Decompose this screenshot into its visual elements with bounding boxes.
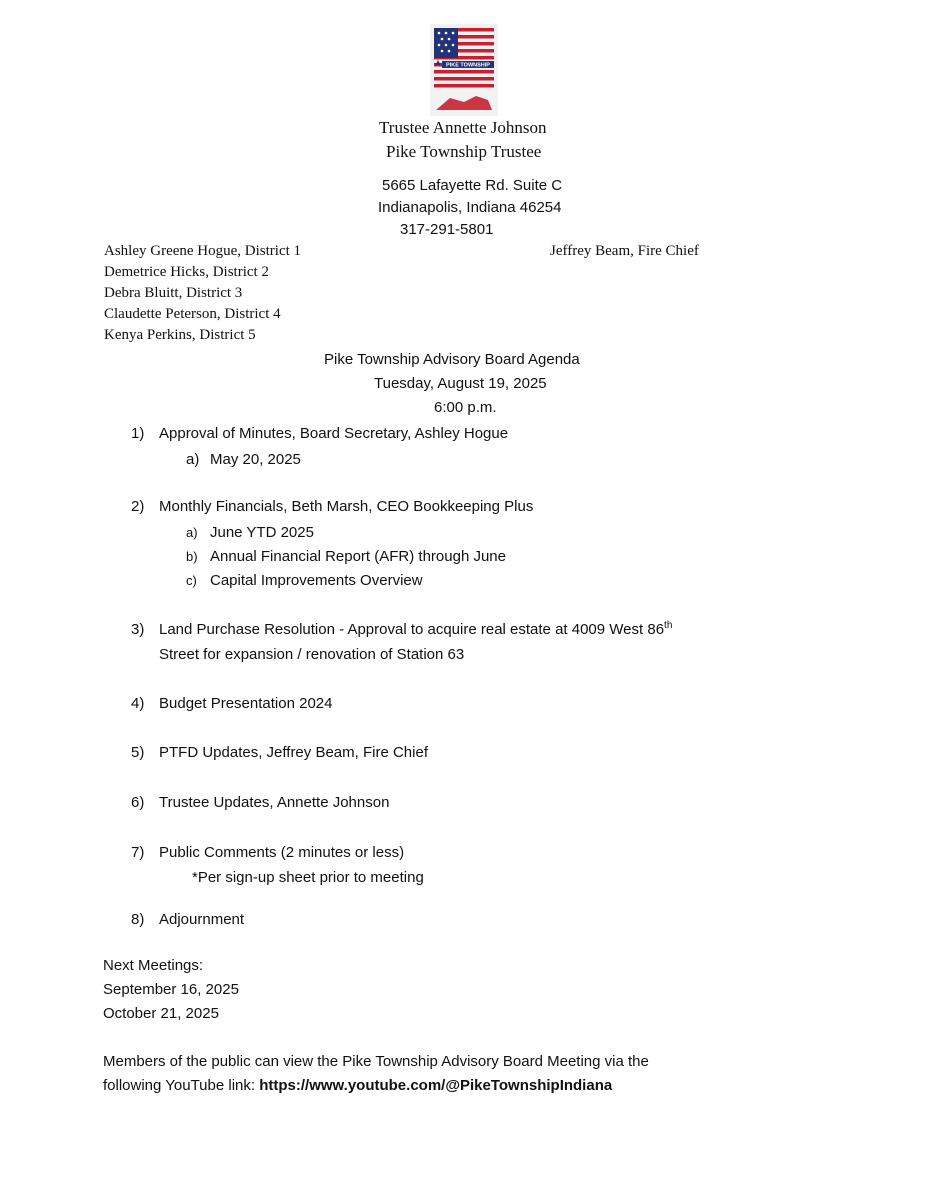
indiana-flag-logo-icon — [430, 24, 498, 116]
item-text: Trustee Updates, Annette Johnson — [159, 794, 390, 811]
footer-line-2 — [103, 1077, 612, 1094]
sub-letter: b) — [186, 549, 198, 564]
next-meeting-1: September 16, 2025 — [103, 981, 239, 998]
agenda-item-2b — [186, 548, 506, 565]
agenda-item-3 — [131, 621, 672, 638]
agenda-date: Tuesday, August 19, 2025 — [374, 375, 547, 392]
sub-text: Capital Improvements Overview — [210, 572, 423, 589]
item-number: 6) — [131, 794, 145, 811]
item-text: Approval of Minutes, Board Secretary, Ashley Hogue — [159, 425, 509, 442]
agenda-item-7 — [131, 844, 404, 861]
item-number: 3) — [131, 621, 145, 638]
item-number: 4) — [131, 695, 145, 712]
next-meeting-2: October 21, 2025 — [103, 1005, 219, 1022]
agenda-item-2 — [131, 498, 533, 515]
agenda-item-1a — [186, 451, 301, 468]
agenda-item-3-cont: Street for expansion / renovation of Station 63 — [159, 646, 465, 663]
board-member-5: Kenya Perkins, District 5 — [104, 327, 256, 343]
item-text: Budget Presentation 2024 — [159, 695, 333, 712]
logo-text: PIKE TOWNSHIP — [446, 62, 490, 69]
sub-letter: c) — [186, 573, 197, 588]
board-member-1: Ashley Greene Hogue, District 1 — [104, 243, 302, 259]
item-number: 5) — [131, 744, 145, 761]
footer-line-1: Members of the public can view the Pike Township Advisory Board Meeting via the — [103, 1053, 649, 1070]
agenda-item-6 — [131, 794, 389, 811]
footer-prefix: following YouTube link: — [103, 1077, 260, 1094]
item-number: 1) — [131, 425, 145, 442]
sub-letter: a) — [186, 451, 200, 468]
agenda-item-2c — [186, 572, 423, 589]
item-number: 2) — [131, 498, 145, 515]
agenda-item-7-note: *Per sign-up sheet prior to meeting — [192, 869, 424, 886]
agenda-time: 6:00 p.m. — [434, 399, 497, 416]
trustee-title: Pike Township Trustee — [386, 142, 542, 161]
youtube-link[interactable]: https://www.youtube.com/@PikeTownshipIndiana — [259, 1077, 613, 1094]
sub-text: Annual Financial Report (AFR) through June — [210, 548, 506, 565]
flag-stripe — [434, 77, 494, 81]
item-number: 8) — [131, 911, 145, 928]
address-line-1: 5665 Lafayette Rd. Suite C — [382, 177, 563, 194]
item-text: Adjournment — [159, 911, 245, 928]
ordinal-suffix: th — [664, 620, 673, 631]
board-member-3: Debra Bluitt, District 3 — [104, 285, 243, 301]
agenda-item-4 — [131, 695, 332, 712]
phone-number: 317-291-5801 — [400, 221, 494, 238]
board-member-2: Demetrice Hicks, District 2 — [104, 264, 269, 280]
item-text: Monthly Financials, Beth Marsh, CEO Bookkeeping Plus — [159, 498, 534, 515]
agenda-title: Pike Township Advisory Board Agenda — [324, 351, 580, 368]
flag-stripe — [434, 70, 494, 74]
agenda-item-5 — [131, 744, 428, 761]
item-text: PTFD Updates, Jeffrey Beam, Fire Chief — [159, 744, 428, 761]
item-number: 7) — [131, 844, 145, 861]
board-member-4: Claudette Peterson, District 4 — [104, 306, 281, 322]
agenda-item-2a — [186, 524, 314, 541]
sub-text: May 20, 2025 — [210, 451, 301, 468]
item-text: Land Purchase Resolution - Approval to acquire real estate at 4009 West 86 — [159, 621, 665, 638]
flag-stripe — [434, 84, 494, 88]
item-text: Public Comments (2 minutes or less) — [159, 844, 405, 861]
agenda-item-1 — [131, 425, 508, 442]
address-line-2: Indianapolis, Indiana 46254 — [378, 199, 562, 216]
sub-letter: a) — [186, 525, 198, 540]
sub-text: June YTD 2025 — [210, 524, 314, 541]
pike-township-logo — [430, 24, 498, 116]
trustee-name: Trustee Annette Johnson — [379, 118, 547, 137]
fire-chief: Jeffrey Beam, Fire Chief — [550, 243, 699, 259]
agenda-item-8 — [131, 911, 244, 928]
next-meetings-label: Next Meetings: — [103, 957, 204, 974]
